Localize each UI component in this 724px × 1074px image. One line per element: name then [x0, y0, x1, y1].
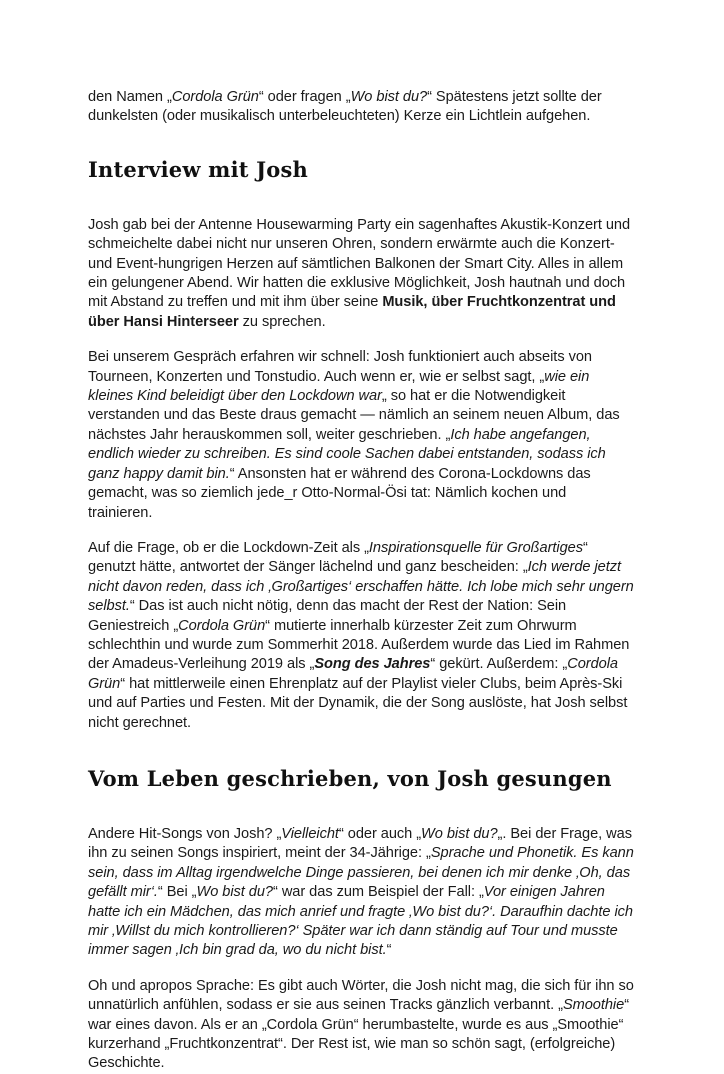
- songs-paragraph-2: Oh und apropos Sprache: Es gibt auch Wörter, die Josh nicht mag, die sich für ihn so unnatürlich anfühlen, sodass er sie aus seinen Tracks gänzlich verbannt. „Smoothie“ war eines davon. Als er an „Cordola Grün“ herumbastelte, wurde es aus „Smoothie“ kurzerhand „Fruchtkonzentrat“. Der Rest ist, wie man so schön sagt, (erfolgreiche) Geschichte.: [88, 977, 634, 1072]
- section-heading-interview: Interview mit Josh: [88, 156, 308, 182]
- interview-paragraph-1: Josh gab bei der Antenne Housewarming Party ein sagenhaftes Akustik-Konzert und schmeichelte dabei nicht nur unseren Ohren, sondern erwärmte auch die Konzert- und Event-hungrigen Herzen auf sämtlichen Balkonen der Smart City. Alles in allem ein gelungener Abend. Wir hatten die exklusive Möglichkeit, Josh hautnah und doch mit Abstand zu treffen und mit ihm über seine Musik, über Fruchtkonzentrat und über Hansi Hinterseer zu sprechen.: [88, 216, 631, 330]
- interview-paragraph-3: Auf die Frage, ob er die Lockdown-Zeit als „Inspirationsquelle für Großartiges“ genutzt hätte, antwortet der Sänger lächelnd und ganz bescheiden: „Ich werde jetzt nicht davon reden, dass ich ‚Großartiges‘ erschaffen hätte. Ich lobe mich sehr ungern selbst.“ Das ist auch nicht nötig, denn das macht der Rest der Nation: Sein Geniestreich „Cordola Grün“ mutierte innerhalb kürzester Zeit zum Ohrwurm schlechthin und wurde zum Sommerhit 2018. Außerdem wurde das Lied im Rahmen der Amadeus-Verleihung 2019 als „Song des Jahres“ gekürt. Außerdem: „Cordola Grün“ hat mittlerweile einen Ehrenplatz auf der Playlist vieler Clubs, beim Après-Ski und auf Parties und Festen. Mit der Dynamik, die der Song auslöste, hat Josh selbst nicht gerechnet.: [88, 539, 634, 731]
- intro-paragraph: den Namen „Cordola Grün“ oder fragen „Wo bist du?“ Spätestens jetzt sollte der dunkelsten (oder musikalisch unterbeleuchteten) Kerze ein Lichtlein aufgehen.: [88, 89, 602, 125]
- songs-paragraph-1: Andere Hit-Songs von Josh? „Vielleicht“ oder auch „Wo bist du?„. Bei der Frage, was ihn zu seinen Songs inspiriert, meint der 34-Jährige: „Sprache und Phonetik. Es kann sein, dass im Alltag irgendwelche Dinge passieren, bei denen ich mir denke ‚Oh, das gefällt mir‘.“ Bei „Wo bist du?“ war das zum Beispiel der Fall: „Vor einigen Jahren hatte ich ein Mädchen, das mich anrief und fragte ‚Wo bist du?‘. Daraufhin dachte ich mir ‚Willst du mich kontrollieren?‘ Später war ich dann ständig auf Tour und musste immer sagen ‚Ich bin grad da, wo du nicht bist.“: [88, 825, 634, 959]
- section-heading-songs: Vom Leben geschrieben, von Josh gesungen: [88, 765, 612, 791]
- interview-paragraph-2: Bei unserem Gespräch erfahren wir schnell: Josh funktioniert auch abseits von Tourneen, Konzerten und Tonstudio. Auch wenn er, wie er selbst sagt, „wie ein kleines Kind beleidigt über den Lockdown war„ so hat er die Notwendigkeit verstanden und das Beste draus gemacht — nämlich an seinem neuen Album, das nächstes Jahr herauskommen soll, weiter geschrieben. „Ich habe angefangen, endlich wieder zu schreiben. Es sind coole Sachen dabei entstanden, sodass ich ganz happy damit bin.“ Ansonsten hat er während des Corona-Lockdowns das gemacht, was so ziemlich jede_r Otto-Normal-Ösi tat: Nämlich kochen und trainieren.: [88, 349, 620, 521]
